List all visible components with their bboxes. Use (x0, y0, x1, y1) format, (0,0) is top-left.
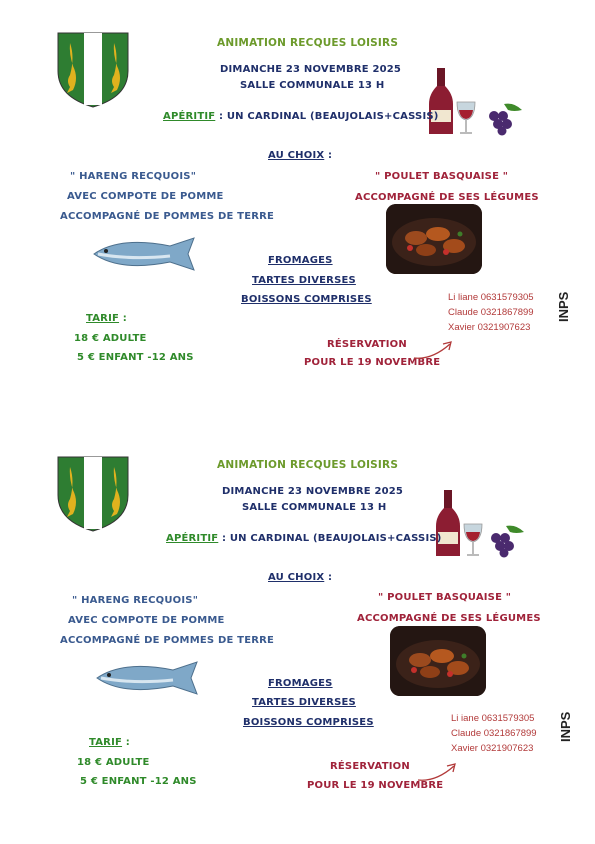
aperitif-text: : UN CARDINAL (BEAUJOLAIS+CASSIS) (218, 111, 439, 122)
tarif-label: TARIF (89, 737, 123, 748)
choice-heading (268, 150, 332, 161)
event-title: ANIMATION RECQUES LOISIRS (217, 459, 399, 471)
wine-bottle-icon (425, 68, 457, 136)
aperitif (163, 111, 439, 122)
aperitif-label: APÉRITIF (163, 111, 216, 122)
crest-icon (56, 31, 130, 109)
contact-xavier: Xavier 0321907623 (448, 322, 531, 333)
choice-heading-label: AU CHOIX (268, 572, 325, 583)
choice-heading-label: AU CHOIX (268, 150, 325, 161)
menu-drinks: BOISSONS COMPRISES (243, 717, 374, 728)
grapes-icon (486, 524, 528, 558)
contact-claude: Claude 0321867899 (451, 728, 537, 739)
option-herring-title: " HARENG RECQUOIS" (70, 171, 197, 182)
side-label: INPS (556, 291, 571, 322)
price-child: 5 € ENFANT -12 ANS (77, 352, 194, 363)
option-herring-title: " HARENG RECQUOIS" (72, 595, 199, 606)
choice-heading-colon: : (327, 150, 333, 161)
menu-drinks: BOISSONS COMPRISES (241, 294, 372, 305)
price-adult: 18 € ADULTE (74, 333, 147, 344)
grapes-icon (484, 102, 526, 136)
event-date: DIMANCHE 23 NOVEMBRE 2025 (222, 486, 404, 497)
price-child: 5 € ENFANT -12 ANS (80, 776, 197, 787)
flyer-bottom (0, 424, 595, 844)
option-chicken-title: " POULET BASQUAISE " (378, 592, 512, 603)
choice-heading-colon: : (327, 572, 333, 583)
option-herring-line2: AVEC COMPOTE DE POMME (68, 615, 225, 626)
menu-cheese: FROMAGES (268, 255, 333, 266)
contacts (448, 290, 534, 335)
reservation-date: POUR LE 19 NOVEMBRE (307, 780, 444, 791)
curved-arrow-icon (416, 758, 460, 784)
side-label: INPS (558, 711, 573, 742)
contact-liliane: Li liane 0631579305 (448, 292, 534, 303)
aperitif (166, 533, 442, 544)
contacts (451, 711, 537, 756)
tarif-heading (89, 737, 130, 748)
reservation-date: POUR LE 19 NOVEMBRE (304, 357, 441, 368)
aperitif-text: : UN CARDINAL (BEAUJOLAIS+CASSIS) (221, 533, 442, 544)
choice-heading (268, 572, 332, 583)
chicken-dish-photo (390, 626, 486, 696)
wine-glass-icon (462, 522, 484, 558)
tarif-label: TARIF (86, 313, 120, 324)
reservation-heading: RÉSERVATION (330, 761, 410, 772)
option-herring-line3: ACCOMPAGNÉ DE POMMES DE TERRE (60, 211, 275, 222)
chicken-dish-photo (386, 204, 482, 274)
crest-icon (56, 455, 130, 533)
option-chicken-title: " POULET BASQUAISE " (375, 171, 509, 182)
tarif-colon: : (122, 313, 127, 324)
option-chicken-line2: ACCOMPAGNÉ DE SES LÉGUMES (357, 613, 541, 624)
contact-xavier: Xavier 0321907623 (451, 743, 534, 754)
option-chicken-line2: ACCOMPAGNÉ DE SES LÉGUMES (355, 192, 539, 203)
menu-cheese: FROMAGES (268, 678, 333, 689)
menu-tarts: TARTES DIVERSES (252, 697, 356, 708)
wine-glass-icon (455, 100, 477, 136)
flyer-top (0, 0, 595, 420)
event-date: DIMANCHE 23 NOVEMBRE 2025 (220, 64, 402, 75)
contact-liliane: Li iane 0631579305 (451, 713, 535, 724)
curved-arrow-icon (412, 336, 456, 362)
reservation-heading: RÉSERVATION (327, 339, 407, 350)
menu-tarts: TARTES DIVERSES (252, 275, 356, 286)
tarif-colon: : (125, 737, 130, 748)
tarif-heading (86, 313, 127, 324)
option-herring-line2: AVEC COMPOTE DE POMME (67, 191, 224, 202)
event-venue: SALLE COMMUNALE 13 H (240, 80, 385, 91)
wine-bottle-icon (432, 490, 464, 558)
herring-fish-icon (93, 658, 205, 698)
event-venue: SALLE COMMUNALE 13 H (242, 502, 387, 513)
event-title: ANIMATION RECQUES LOISIRS (217, 37, 399, 49)
aperitif-label: APÉRITIF (166, 533, 219, 544)
herring-fish-icon (90, 234, 202, 274)
contact-claude: Claude 0321867899 (448, 307, 534, 318)
price-adult: 18 € ADULTE (77, 757, 150, 768)
option-herring-line3: ACCOMPAGNÉ DE POMMES DE TERRE (60, 635, 275, 646)
